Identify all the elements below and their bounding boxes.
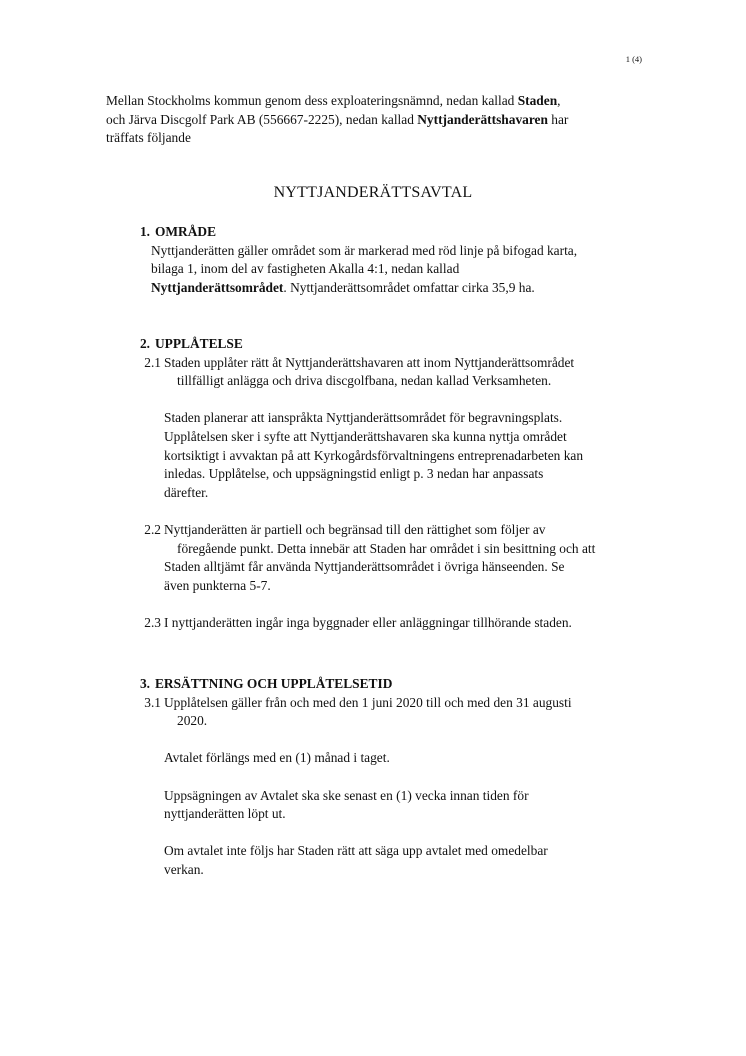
- intro-text-2b: har: [547, 111, 569, 127]
- section-heading: [106, 223, 646, 242]
- document-title: NYTTJANDERÄTTSAVTAL: [273, 184, 473, 201]
- clause-2-1-paragraph: [164, 409, 638, 502]
- section-heading: [106, 675, 646, 694]
- section-number: 2.: [139, 336, 150, 351]
- section-upplatelse: [106, 335, 646, 633]
- section-heading: [106, 335, 646, 354]
- clause-3-1-paragraph-3: [164, 787, 638, 824]
- clause-text: [164, 694, 638, 731]
- body-line: Avtalet förlängs med en (1) månad i taget.: [164, 750, 390, 766]
- clause-number: 3.1: [144, 694, 161, 710]
- body-text: . Nyttjanderättsområdet omfattar cirka 35,9 ha.: [283, 279, 535, 295]
- clause-text: [164, 521, 638, 595]
- body-line: Nyttjanderätten gäller området som är markerad med röd linje på bifogad karta,: [151, 242, 578, 258]
- page-number: 1 (4): [625, 54, 642, 64]
- body-line: föregående punkt. Detta innebär att Staden har området i sin besittning och att: [177, 540, 596, 556]
- intro-text-1a: Mellan Stockholms kommun genom dess exploateringsnämnd, nedan kallad: [106, 93, 518, 108]
- body-line: 2020.: [177, 713, 208, 729]
- clause-3-1: [106, 694, 646, 731]
- section-title: OMRÅDE: [155, 224, 216, 239]
- clause-2-1: [106, 354, 646, 391]
- clause-text: [164, 614, 638, 633]
- intro-text-2a: och Järva Discgolf Park AB (556667-2225), nedan kallad: [106, 111, 418, 127]
- body-line: Upplåtelsen gäller från och med den 1 juni 2020 till och med den 31 augusti: [164, 694, 572, 710]
- intro-text-1b: ,: [557, 93, 561, 108]
- body-line: [151, 279, 646, 298]
- body-line: Staden upplåter rätt åt Nyttjanderättshavaren att inom Nyttjanderättsområdet: [164, 354, 575, 370]
- clause-number: 2.3: [144, 614, 161, 630]
- party-staden: Staden: [517, 93, 558, 108]
- body-line: tillfälligt anlägga och driva discgolfbana, nedan kallad Verksamheten.: [177, 373, 552, 389]
- body-line: inledas. Upplåtelse, och uppsägningstid enligt p. 3 nedan har anpassats: [164, 466, 544, 482]
- body-line: kortsiktigt i avvaktan på att Kyrkogårdsförvaltningens entreprenadarbeten kan: [164, 447, 584, 463]
- intro-line-1: [106, 92, 646, 111]
- body-line: därefter.: [164, 484, 209, 500]
- section-ersattning: [106, 675, 646, 880]
- body-line: bilaga 1, inom del av fastigheten Akalla 4:1, nedan kallad: [151, 261, 460, 277]
- clause-2-2: [106, 521, 646, 595]
- section-title: ERSÄTTNING OCH UPPLÅTELSETID: [155, 676, 393, 691]
- section-body: [151, 242, 646, 298]
- intro-line-2: [106, 111, 646, 130]
- body-line: Uppsägningen av Avtalet ska ske senast en (1) vecka innan tiden för: [164, 787, 529, 803]
- clause-number: 2.2: [144, 521, 161, 537]
- body-line: Om avtalet inte följs har Staden rätt att säga upp avtalet med omedelbar: [164, 843, 548, 859]
- section-number: 1.: [139, 224, 150, 239]
- body-line: Upplåtelsen sker i syfte att Nyttjanderättshavaren ska kunna nyttja området: [164, 428, 567, 444]
- clause-3-1-paragraph-4: [164, 842, 638, 879]
- intro-paragraph: [106, 92, 646, 148]
- intro-line-3: träffats följande: [106, 130, 191, 146]
- section-omrade: [106, 223, 646, 297]
- clause-3-1-paragraph-2: [164, 749, 638, 768]
- defined-term: Nyttjanderättsområdet: [151, 279, 284, 295]
- body-line: Nyttjanderätten är partiell och begränsad till den rättighet som följer av: [164, 521, 546, 537]
- body-line: nyttjanderätten löpt ut.: [164, 806, 286, 822]
- clause-2-3: [106, 614, 646, 633]
- body-line: Staden planerar att ianspråkta Nyttjanderättsområdet för begravningsplats.: [164, 410, 563, 426]
- clause-text: [164, 354, 638, 391]
- clause-number: 2.1: [144, 354, 161, 370]
- section-title: UPPLÅTELSE: [155, 336, 243, 351]
- section-number: 3.: [139, 676, 150, 691]
- body-line: även punkterna 5-7.: [164, 577, 271, 593]
- body-line: I nyttjanderätten ingår inga byggnader eller anläggningar tillhörande staden.: [164, 614, 572, 630]
- party-nyttjanderattshavaren: Nyttjanderättshavaren: [417, 111, 548, 127]
- body-line: verkan.: [164, 861, 204, 877]
- body-line: Staden alltjämt får använda Nyttjanderättsområdet i övriga hänseenden. Se: [164, 559, 565, 575]
